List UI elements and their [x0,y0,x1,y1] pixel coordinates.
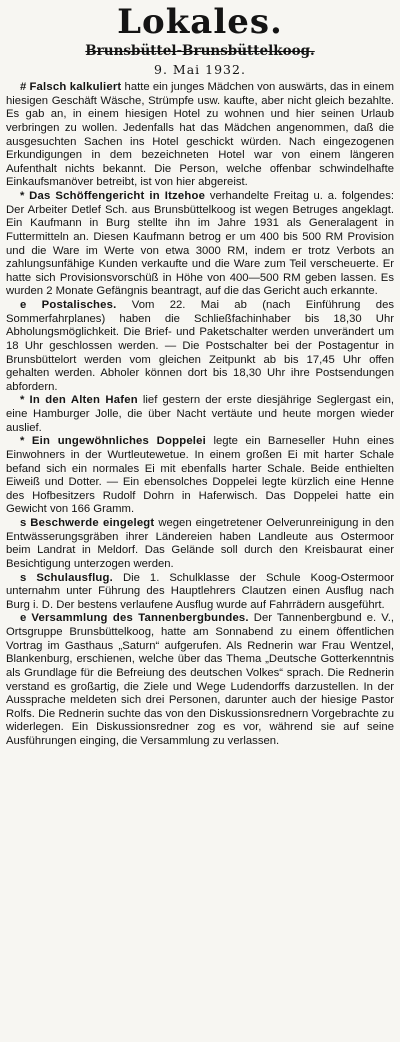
article-postalisches [6,299,394,394]
article-marker: * [20,190,25,202]
article-headline: Postalisches. [41,299,117,311]
section-title: Lokales. [117,2,283,42]
article-headline: Versammlung des Tannenbergbundes. [31,612,249,625]
section-subtitle: Brunsbüttel-Brunsbüttelkoog. [85,43,315,59]
article-headline: Schulausflug. [36,571,113,584]
article-alter-hafen [6,394,394,435]
article-text: legte ein Barneseller Huhn eines Einwohners in der Wurtleutewetuе. In einem großen Ei mit harter Schale befand sich ein normales Ei mit ebenfalls harter Schale. Beide enthielten Eiweiß und Dotter. — Ein ebensolches Doppelei legte kürzlich eine Henne des Hofbesitzers Rudolf Dohrn in Haferwisch. Das Doppelei hatte ein Gewicht von 166 Gramm. [6,435,395,516]
article-marker: * [20,394,25,407]
article-headline: Falsch kalkuliert [29,81,122,93]
article-headline: Ein ungewöhnliches Doppelei [31,435,206,448]
article-marker: s [20,517,27,529]
article-text: wegen eingetretener Oelverunreinigung in den Entwässerungsgräben ihrer Ländereien haben Landleute aus Ostermoor beim Landrat in Meldorf. Das Gelände soll durch den Kreisbaurat einer Besichtigung unterzogen werden. [6,517,394,570]
article-text: Vom 22. Mai ab (nach Einführung des Sommerfahrplanes) haben die Schließfachinhaber bis 18,30 Uhr Abholungsmöglichkeit. Die Brief- und Paketschalter werden unverändert um 18 Uhr geschlossen werden. — Die Postschalter bei der Postagentur in Brunsbüttelort werden vom gleichen Zeitpunkt ab bis 17,45 Uhr offen gehalten werden. Abholer können dort bis 18,30 Uhr ihre Postsendungen abfordern. [6,299,394,393]
article-marker: * [20,435,25,448]
article-headline: Das Schöffengericht in Itzehoe [29,190,206,202]
article-marker: e [20,612,27,625]
article-falsch-kalkuliert [6,81,394,190]
article-text: Die 1. Schulklasse der Schule Koog-Ostermoor unternahm unter Führung des Hauptlehrers Clautzen einen Ausflug nach Burg i. D. Der bestens verlaufene Ausflug wurde auf Fahrrädern ausgeführt. [6,571,395,611]
article-marker: s [20,571,27,584]
issue-date: 9. Mai 1932. [154,62,246,77]
article-headline: Beschwerde eingelegt [30,517,155,529]
article-marker: # [20,81,27,93]
article-beschwerde [6,517,394,572]
article-headline: In den Alten Hafen [29,394,138,407]
article-doppelei [6,435,394,517]
article-schulausflug [6,572,394,613]
article-text: verhandelte Freitag u. a. folgendes: Der Arbeiter Detlef Sch. aus Brunsbüttelkoog ist wegen Betruges angeklagt. Ein Kaufmann in Burg stellte ihn im Jahre 1931 als Generalagent in Futtermitteln an. Diesen Kaufmann betrog er um 400 bis 500 RM Provision und die Ware im Werte von etwa 3000 RM, indem er trotz Verbots an zahlungsunfähige Kunden verkaufte und die Ware zum Teil verscheuerte. Er hatte sich Provisionsvorschüß in Höhe von 400—500 RM geben lassen. Es wurden 2 Monate Gefängnis beantragt, auf die das Gericht auch erkannte. [6,190,394,298]
article-schoeffengericht [6,190,394,299]
article-marker: e [20,299,27,311]
masthead [6,4,394,78]
article-text: lief gestern der erste diesjährige Seglergast ein, eine Hamburger Jolle, die über Nacht vertäute und heute morgen wieder auslief. [6,394,394,434]
article-list [6,81,394,749]
article-tannenbergbund [6,612,394,748]
article-text: hatte ein junges Mädchen von auswärts, das in einem hiesigen Geschäft Wäsche, Strümpfe usw. kaufte, aber nicht gleich bezahlte. Es gab an, in einem hiesigen Hotel zu wohnen und hier seinen Urlaub verbringen zu wollen. Jedenfalls hat das Mädchen angenommen, daß die ausgesuchten Sachen ins Hotel geschickt würden. Nach eingezogenen Erkundigungen in dem bezeichneten Hotel war von einem längeren Aufenthalt nichts bekannt. Die Person, welche offenbar schwindelhafte Einkaufsmanöver betreibt, ist von hier abgereist. [6,81,395,189]
article-text: Der Tannenbergbund e. V., Ortsgruppe Brunsbüttelkoog, hatte am Sonnabend zu einem öffentlichen Vortrag im Gasthaus „Saturn“ aufgerufen. Als Rednerin war Frau Wentzel, Blankenburg, erschienen, welche über das Thema „Deutsche Gotterkenntnis als Grundlage für die Befreiung des deutschen Volkes“ sprach. Die Rednerin verstand es großartig, die Ziele und Wege Ludendorffs darzustellen. In der Aussprache meldeten sich drei Personen, darunter auch der hiesige Pastor Rolfs. Die Rednerin suchte das von den Diskussionsrednern Vorgebrachte zu widerlegen. Ein Diskussionsredner zog es vor, während sie auf seine Ausführungen einging, die Versammlung zu verlassen. [6,612,394,747]
